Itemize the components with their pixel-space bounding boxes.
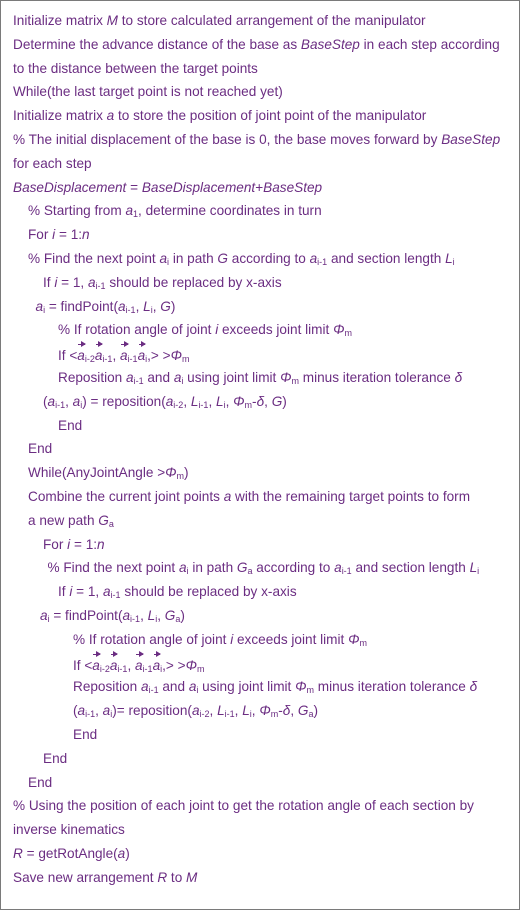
code-text: ( — [73, 703, 78, 719]
subscript: i-1 — [117, 663, 128, 674]
code-text: - — [252, 393, 257, 409]
code-text: , — [251, 703, 260, 719]
code-text: % If rotation angle of joint — [58, 322, 216, 338]
code-text: in path — [169, 251, 218, 266]
math-symbol: L — [469, 560, 478, 576]
subscript: m — [344, 328, 352, 339]
code-line — [28, 461, 189, 485]
subscript: i-1 — [224, 709, 235, 720]
math-symbol: G — [98, 512, 109, 528]
math-symbol: a — [125, 203, 134, 219]
code-text: ) = reposition( — [82, 393, 166, 409]
code-text: ) — [184, 465, 189, 481]
subscript: i-1 — [142, 663, 153, 674]
math-symbol: a — [122, 608, 131, 623]
subscript: i-1 — [130, 614, 141, 624]
code-text: and — [158, 679, 189, 695]
vector-symbol: a — [153, 652, 161, 678]
math-symbol: i — [215, 322, 219, 338]
subscript: m — [306, 685, 314, 696]
code-text: % Starting from — [28, 203, 126, 219]
subscript: 1 — [133, 209, 139, 220]
subscript: m — [270, 709, 279, 720]
code-line — [36, 295, 176, 319]
math-symbol: M — [106, 13, 118, 28]
code-line — [13, 80, 283, 104]
code-line — [13, 57, 258, 81]
vector-symbol: a — [120, 342, 128, 368]
code-text: % The initial displacement of the base is 0, the base moves forward by — [13, 132, 442, 147]
math-symbol: δ — [282, 703, 291, 719]
code-text: % Find the next point — [28, 251, 160, 266]
code-text: ) — [170, 298, 176, 314]
code-text: and section length — [351, 560, 470, 576]
subscript: i — [477, 566, 480, 577]
math-symbol: a — [191, 703, 200, 719]
code-text: and section length — [327, 251, 446, 266]
code-line — [28, 771, 52, 795]
math-symbol: a — [117, 298, 126, 314]
code-text: Combine the current joint points — [28, 489, 224, 504]
code-line — [28, 485, 470, 509]
subscript: i-2 — [99, 663, 110, 674]
code-text: Reposition — [73, 679, 142, 695]
subscript: i-1 — [198, 399, 209, 410]
code-text: should be replaced by x-axis — [105, 274, 282, 290]
math-symbol: i — [69, 584, 73, 600]
math-symbol: G — [164, 608, 176, 623]
code-text: ,> > — [162, 657, 186, 673]
math-symbol: a — [178, 560, 187, 576]
code-text: , — [225, 393, 234, 409]
math-symbol: δ — [469, 679, 478, 695]
math-symbol: n — [82, 227, 90, 243]
subscript: i — [47, 614, 50, 624]
code-text: , — [152, 298, 161, 314]
code-text: to store the position of joint point of the manipulator — [114, 108, 427, 124]
subscript: i — [196, 685, 199, 696]
subscript: a — [175, 614, 181, 624]
subscript: i — [43, 304, 46, 315]
code-text: Save new arrangement — [13, 869, 158, 885]
subscript: a — [108, 518, 114, 529]
math-symbol: a — [141, 679, 149, 695]
math-symbol: L — [190, 393, 199, 409]
code-line — [43, 533, 105, 557]
code-text: minus iteration tolerance — [313, 679, 470, 695]
subscript: i — [167, 257, 170, 267]
code-text: , — [183, 393, 191, 409]
subscript: i-1 — [133, 376, 144, 386]
code-line — [28, 247, 455, 271]
code-text: = 1: — [70, 536, 98, 552]
math-symbol: Φ — [333, 322, 345, 338]
math-symbol: a — [77, 703, 86, 719]
subscript: i-1 — [102, 354, 113, 365]
subscript: i — [160, 663, 163, 674]
code-text: with the remaining target points to form — [231, 489, 471, 504]
subscript: i-1 — [341, 566, 352, 577]
math-symbol: a — [126, 370, 134, 385]
code-text: , — [264, 393, 272, 409]
code-line — [13, 9, 426, 33]
vector-symbol: a — [95, 342, 103, 368]
code-line — [28, 509, 114, 533]
subscript: i — [145, 354, 148, 365]
code-line — [58, 366, 462, 390]
math-symbol: a — [87, 274, 96, 290]
code-text: using joint limit — [183, 370, 281, 385]
code-text: If < — [58, 348, 78, 364]
code-text: according to — [252, 560, 335, 576]
code-text: End — [43, 750, 68, 766]
code-line — [13, 794, 474, 818]
code-line — [58, 342, 189, 366]
code-text: to — [167, 869, 187, 885]
code-text: and — [143, 370, 174, 385]
code-text: , — [290, 703, 298, 719]
math-symbol: a — [47, 393, 56, 409]
code-text: ) — [180, 608, 185, 623]
code-text: , — [65, 393, 73, 409]
code-line — [40, 604, 185, 628]
code-line — [43, 271, 282, 295]
subscript: a — [308, 709, 314, 720]
code-text: End — [28, 441, 53, 457]
subscript: a — [247, 566, 253, 577]
code-line — [48, 556, 480, 580]
math-symbol: M — [186, 869, 198, 885]
subscript: m — [181, 354, 190, 365]
code-text: minus iteration tolerance — [298, 370, 455, 385]
math-symbol: a — [173, 370, 182, 385]
subscript: i — [223, 399, 226, 410]
math-symbol: Φ — [280, 370, 292, 385]
code-text: exceeds joint limit — [233, 631, 349, 647]
math-symbol: a — [40, 608, 48, 623]
code-text: using joint limit — [198, 679, 296, 695]
vector-symbol: a — [110, 652, 118, 678]
code-text: , — [140, 608, 148, 623]
math-symbol: δ — [454, 370, 463, 385]
math-symbol: BaseDisplacement — [13, 179, 127, 195]
subscript: m — [359, 637, 367, 648]
math-symbol: G — [297, 703, 309, 719]
code-line — [13, 104, 426, 128]
code-text: inverse kinematics — [13, 822, 125, 838]
math-symbol: a — [309, 251, 318, 266]
code-line — [13, 33, 500, 57]
math-symbol: a — [72, 393, 81, 409]
subscript: i — [249, 709, 252, 720]
code-text: according to — [228, 251, 310, 266]
subscript: i-1 — [95, 280, 106, 291]
code-text: % Using the position of each joint to get the rotation angle of each section by — [13, 798, 474, 814]
code-line — [13, 176, 322, 200]
math-symbol: a — [102, 584, 111, 600]
code-line — [13, 128, 500, 152]
code-text: in each step according — [359, 36, 500, 52]
code-text: , — [234, 703, 243, 719]
code-text: = — [126, 179, 142, 195]
math-symbol: a — [165, 393, 174, 409]
math-symbol: i — [67, 536, 71, 552]
code-text: End — [58, 417, 83, 433]
subscript: i — [155, 614, 158, 624]
code-text: ,> > — [147, 348, 171, 364]
math-symbol: L — [242, 703, 250, 719]
code-line — [43, 390, 287, 414]
code-text: = findPoint( — [45, 298, 118, 314]
code-text: ) — [282, 393, 287, 409]
code-line — [28, 223, 90, 247]
math-symbol: BaseStep — [441, 132, 501, 147]
math-symbol: L — [216, 393, 224, 409]
math-symbol: Φ — [233, 393, 245, 409]
subscript: i — [181, 376, 184, 386]
subscript: i — [110, 709, 113, 720]
math-symbol: R — [13, 846, 23, 861]
code-text: While(AnyJointAngle > — [28, 465, 166, 481]
code-text: , determine coordinates in turn — [138, 203, 322, 219]
code-text: % Find the next point — [47, 560, 179, 576]
code-text: Initialize matrix — [13, 108, 107, 124]
code-text: ) — [125, 846, 130, 861]
math-symbol: Φ — [348, 631, 360, 647]
subscript: i-1 — [148, 685, 159, 696]
code-text: Initialize matrix — [13, 13, 107, 28]
math-symbol: Φ — [165, 465, 177, 481]
subscript: m — [291, 376, 299, 386]
subscript: m — [196, 663, 205, 674]
vector-symbol: a — [138, 342, 146, 368]
code-text: exceeds joint limit — [218, 322, 334, 338]
math-symbol: i — [230, 631, 234, 647]
subscript: i-1 — [85, 709, 96, 720]
code-text: = findPoint( — [49, 608, 123, 623]
math-symbol: a — [188, 679, 197, 695]
code-text: If — [58, 584, 70, 600]
code-text: For — [28, 227, 53, 243]
math-symbol: BaseDisplacement — [141, 179, 256, 195]
subscript: m — [244, 399, 253, 410]
subscript: i-1 — [125, 304, 136, 315]
code-line — [13, 842, 130, 866]
code-text: - — [278, 703, 283, 719]
code-line — [58, 580, 297, 604]
math-symbol: R — [157, 869, 168, 885]
math-symbol: L — [217, 703, 225, 719]
code-text: While(the last target point is not reached yet) — [13, 84, 283, 100]
code-line — [13, 818, 125, 842]
subscript: i-1 — [55, 399, 66, 410]
code-text: ) — [313, 703, 319, 719]
code-text: For — [43, 536, 68, 552]
code-line — [28, 437, 52, 461]
math-symbol: Φ — [259, 703, 271, 719]
math-symbol: a — [334, 560, 342, 576]
math-symbol: a — [117, 846, 126, 861]
math-symbol: a — [159, 251, 168, 266]
subscript: i — [150, 304, 153, 315]
subscript: m — [176, 471, 185, 482]
code-text: should be replaced by x-axis — [120, 584, 297, 600]
subscript: i — [80, 399, 83, 410]
math-symbol: i — [54, 274, 58, 290]
code-text: to store calculated arrangement of the manipulator — [118, 13, 426, 28]
code-text: , — [157, 608, 165, 623]
subscript: i-2 — [199, 709, 210, 720]
code-text: If — [43, 274, 55, 290]
math-symbol: G — [236, 560, 248, 576]
subscript: i-1 — [110, 590, 121, 601]
math-symbol: a — [35, 298, 44, 314]
code-text: ( — [43, 393, 48, 409]
code-text: + — [255, 179, 264, 195]
code-text: , — [127, 657, 135, 673]
vector-symbol: a — [135, 652, 143, 678]
code-line — [73, 675, 477, 699]
code-text: , — [135, 298, 144, 314]
code-text: Determine the advance distance of the base as — [13, 36, 301, 52]
subscript: i-2 — [173, 399, 184, 410]
code-line — [73, 628, 367, 652]
vector-symbol: a — [77, 342, 85, 368]
code-line — [73, 723, 97, 747]
code-text: , — [209, 703, 218, 719]
math-symbol: L — [143, 298, 151, 314]
math-symbol: Φ — [170, 348, 182, 364]
math-symbol: i — [52, 227, 56, 243]
math-symbol: n — [97, 536, 105, 552]
math-symbol: G — [160, 298, 171, 314]
math-symbol: a — [106, 108, 115, 124]
code-text: , — [95, 703, 103, 719]
subscript: i — [452, 257, 455, 267]
code-line — [73, 652, 204, 676]
code-line — [28, 199, 322, 223]
code-text: = 1, — [72, 584, 103, 600]
math-symbol: δ — [256, 393, 265, 409]
code-line — [58, 414, 82, 438]
code-text: in path — [188, 560, 237, 576]
code-text: = 1, — [57, 274, 88, 290]
math-symbol: BaseStep — [300, 36, 360, 52]
subscript: i-1 — [127, 354, 138, 365]
subscript: i — [186, 566, 189, 577]
math-symbol: BaseStep — [263, 179, 323, 195]
code-text: Reposition — [58, 370, 127, 385]
subscript: i-1 — [317, 257, 328, 267]
code-text: = 1: — [55, 227, 83, 243]
code-text: a new path — [28, 512, 99, 528]
code-text: End — [28, 774, 53, 790]
code-text: = getRotAngle( — [22, 846, 118, 861]
math-symbol: G — [217, 251, 228, 266]
math-symbol: L — [445, 251, 453, 266]
code-line — [58, 318, 352, 342]
code-text: for each step — [13, 155, 92, 171]
algorithm-lines — [1, 1, 520, 911]
math-symbol: a — [102, 703, 111, 719]
code-line — [13, 866, 197, 890]
subscript: i-2 — [84, 354, 95, 365]
code-line — [13, 152, 92, 176]
code-text: , — [208, 393, 217, 409]
math-symbol: Φ — [185, 657, 197, 673]
math-symbol: a — [223, 489, 232, 504]
code-text: End — [73, 727, 98, 742]
code-text: to the distance between the target points — [13, 60, 258, 76]
vector-symbol: a — [92, 652, 100, 678]
math-symbol: G — [271, 393, 283, 409]
code-text: , — [112, 348, 120, 364]
code-text: % If rotation angle of joint — [73, 631, 231, 647]
math-symbol: Φ — [295, 679, 307, 695]
code-line — [43, 747, 67, 771]
code-text: )= reposition( — [112, 703, 192, 719]
code-line — [73, 699, 318, 723]
math-symbol: L — [147, 608, 156, 623]
code-text: If < — [73, 657, 93, 673]
